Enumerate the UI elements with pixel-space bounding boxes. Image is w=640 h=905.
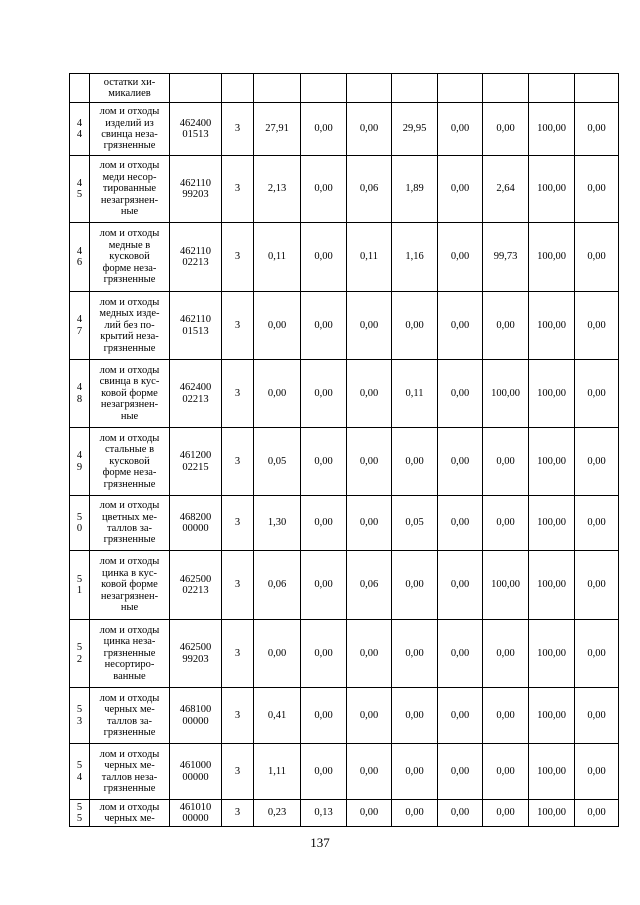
value-cell: 0,06 bbox=[347, 156, 392, 223]
waste-name-cell: лом и отходы изделий из свинца неза- грязненные bbox=[90, 103, 170, 156]
value-cell: 0,00 bbox=[575, 103, 619, 156]
waste-name-cell: остатки хи- микалиев bbox=[90, 74, 170, 103]
row-number-cell: 5 4 bbox=[70, 744, 90, 800]
value-cell: 100,00 bbox=[529, 223, 575, 292]
row-number-cell: 4 7 bbox=[70, 292, 90, 360]
waste-name-cell: лом и отходы черных ме- bbox=[90, 800, 170, 827]
value-cell: 0,00 bbox=[254, 360, 301, 428]
value-cell: 0,00 bbox=[575, 551, 619, 620]
value-cell: 0,00 bbox=[301, 292, 347, 360]
value-cell: 0,06 bbox=[347, 551, 392, 620]
value-cell: 1,11 bbox=[254, 744, 301, 800]
value-cell: 0,00 bbox=[347, 800, 392, 827]
value-cell: 0,00 bbox=[438, 428, 483, 496]
value-cell: 0,00 bbox=[483, 620, 529, 688]
waste-name-cell: лом и отходы черных ме- таллов неза- грязненные bbox=[90, 744, 170, 800]
value-cell: 1,30 bbox=[254, 496, 301, 551]
row-number-cell bbox=[70, 74, 90, 103]
table-row bbox=[70, 74, 619, 103]
value-cell: 0,00 bbox=[392, 428, 438, 496]
value-cell: 0,00 bbox=[575, 360, 619, 428]
value-cell: 0,00 bbox=[254, 292, 301, 360]
value-cell: 100,00 bbox=[529, 551, 575, 620]
fkko-code-cell: 462110 99203 bbox=[170, 156, 222, 223]
table-row bbox=[70, 551, 619, 620]
value-cell: 100,00 bbox=[529, 496, 575, 551]
row-number-cell: 5 1 bbox=[70, 551, 90, 620]
row-number-cell: 4 6 bbox=[70, 223, 90, 292]
value-cell: 0,00 bbox=[347, 496, 392, 551]
value-cell: 29,95 bbox=[392, 103, 438, 156]
value-cell: 0,00 bbox=[347, 620, 392, 688]
value-cell bbox=[438, 74, 483, 103]
value-cell: 0,00 bbox=[438, 156, 483, 223]
value-cell: 0,00 bbox=[483, 428, 529, 496]
fkko-code-cell: 462500 99203 bbox=[170, 620, 222, 688]
value-cell: 0,41 bbox=[254, 688, 301, 744]
value-cell: 0,00 bbox=[575, 223, 619, 292]
value-cell: 0,00 bbox=[438, 688, 483, 744]
table-row bbox=[70, 428, 619, 496]
value-cell: 100,00 bbox=[529, 292, 575, 360]
hazard-class-cell: 3 bbox=[222, 620, 254, 688]
row-number-cell: 4 8 bbox=[70, 360, 90, 428]
value-cell: 0,11 bbox=[347, 223, 392, 292]
table-row bbox=[70, 156, 619, 223]
value-cell: 0,13 bbox=[301, 800, 347, 827]
table-row bbox=[70, 292, 619, 360]
table-row bbox=[70, 620, 619, 688]
value-cell: 100,00 bbox=[529, 428, 575, 496]
value-cell: 0,00 bbox=[438, 496, 483, 551]
value-cell: 0,00 bbox=[392, 292, 438, 360]
value-cell: 0,00 bbox=[438, 103, 483, 156]
value-cell bbox=[301, 74, 347, 103]
value-cell: 100,00 bbox=[529, 800, 575, 827]
row-number-cell: 5 0 bbox=[70, 496, 90, 551]
waste-name-cell: лом и отходы цинка неза- грязненные несортиро- ванные bbox=[90, 620, 170, 688]
value-cell: 0,00 bbox=[575, 156, 619, 223]
value-cell: 0,00 bbox=[438, 223, 483, 292]
value-cell: 0,23 bbox=[254, 800, 301, 827]
value-cell: 0,00 bbox=[254, 620, 301, 688]
value-cell: 0,00 bbox=[483, 103, 529, 156]
value-cell: 0,00 bbox=[301, 688, 347, 744]
hazard-class-cell: 3 bbox=[222, 156, 254, 223]
table-row bbox=[70, 800, 619, 827]
value-cell: 100,00 bbox=[529, 360, 575, 428]
value-cell: 0,00 bbox=[575, 292, 619, 360]
value-cell: 0,00 bbox=[575, 688, 619, 744]
value-cell: 0,00 bbox=[347, 103, 392, 156]
value-cell: 0,00 bbox=[575, 428, 619, 496]
value-cell: 0,00 bbox=[483, 688, 529, 744]
hazard-class-cell: 3 bbox=[222, 688, 254, 744]
waste-name-cell: лом и отходы черных ме- таллов за- грязненные bbox=[90, 688, 170, 744]
row-number-cell: 5 2 bbox=[70, 620, 90, 688]
value-cell: 0,00 bbox=[438, 620, 483, 688]
table-row bbox=[70, 688, 619, 744]
value-cell: 0,00 bbox=[301, 360, 347, 428]
table-row bbox=[70, 496, 619, 551]
fkko-code-cell: 461200 02215 bbox=[170, 428, 222, 496]
value-cell: 27,91 bbox=[254, 103, 301, 156]
value-cell: 0,00 bbox=[438, 744, 483, 800]
fkko-code-cell: 461000 00000 bbox=[170, 744, 222, 800]
value-cell: 0,00 bbox=[347, 744, 392, 800]
value-cell: 0,00 bbox=[347, 360, 392, 428]
value-cell: 100,00 bbox=[529, 620, 575, 688]
value-cell: 0,00 bbox=[347, 688, 392, 744]
value-cell: 0,00 bbox=[438, 551, 483, 620]
value-cell: 0,00 bbox=[301, 744, 347, 800]
row-number-cell: 4 5 bbox=[70, 156, 90, 223]
value-cell: 1,89 bbox=[392, 156, 438, 223]
fkko-code-cell: 462400 01513 bbox=[170, 103, 222, 156]
hazard-class-cell: 3 bbox=[222, 428, 254, 496]
value-cell: 1,16 bbox=[392, 223, 438, 292]
waste-name-cell: лом и отходы меди несор- тированные незагрязнен- ные bbox=[90, 156, 170, 223]
fkko-code-cell: 462110 02213 bbox=[170, 223, 222, 292]
waste-name-cell: лом и отходы цинка в кус- ковой форме незагрязнен- ные bbox=[90, 551, 170, 620]
row-number-cell: 4 9 bbox=[70, 428, 90, 496]
value-cell: 0,00 bbox=[392, 688, 438, 744]
value-cell: 0,05 bbox=[392, 496, 438, 551]
waste-name-cell: лом и отходы медные в кусковой форме неза- грязненные bbox=[90, 223, 170, 292]
value-cell: 100,00 bbox=[529, 103, 575, 156]
value-cell: 0,00 bbox=[483, 496, 529, 551]
value-cell: 0,00 bbox=[347, 428, 392, 496]
value-cell: 0,00 bbox=[575, 800, 619, 827]
table-row bbox=[70, 744, 619, 800]
value-cell: 0,00 bbox=[392, 744, 438, 800]
value-cell: 0,11 bbox=[392, 360, 438, 428]
value-cell: 0,00 bbox=[575, 744, 619, 800]
table-row bbox=[70, 360, 619, 428]
value-cell: 0,00 bbox=[483, 744, 529, 800]
value-cell bbox=[254, 74, 301, 103]
value-cell: 0,00 bbox=[483, 292, 529, 360]
value-cell: 0,00 bbox=[301, 223, 347, 292]
fkko-code-cell: 462500 02213 bbox=[170, 551, 222, 620]
value-cell: 0,11 bbox=[254, 223, 301, 292]
table-row bbox=[70, 223, 619, 292]
fkko-code-cell bbox=[170, 74, 222, 103]
table-body bbox=[70, 74, 619, 827]
value-cell: 100,00 bbox=[483, 551, 529, 620]
fkko-code-cell: 461010 00000 bbox=[170, 800, 222, 827]
value-cell: 0,05 bbox=[254, 428, 301, 496]
hazard-class-cell: 3 bbox=[222, 551, 254, 620]
value-cell: 0,00 bbox=[347, 292, 392, 360]
waste-name-cell: лом и отходы медных изде- лий без по- крытий неза- грязненные bbox=[90, 292, 170, 360]
row-number-cell: 5 5 bbox=[70, 800, 90, 827]
value-cell: 100,00 bbox=[529, 688, 575, 744]
value-cell: 0,00 bbox=[392, 620, 438, 688]
row-number-cell: 4 4 bbox=[70, 103, 90, 156]
fkko-code-cell: 462110 01513 bbox=[170, 292, 222, 360]
hazard-class-cell: 3 bbox=[222, 360, 254, 428]
value-cell: 0,00 bbox=[301, 156, 347, 223]
value-cell: 0,00 bbox=[392, 551, 438, 620]
waste-table bbox=[69, 73, 619, 827]
waste-name-cell: лом и отходы стальные в кусковой форме неза- грязненные bbox=[90, 428, 170, 496]
value-cell: 0,00 bbox=[301, 551, 347, 620]
hazard-class-cell: 3 bbox=[222, 744, 254, 800]
hazard-class-cell: 3 bbox=[222, 223, 254, 292]
value-cell: 100,00 bbox=[483, 360, 529, 428]
table-row bbox=[70, 103, 619, 156]
value-cell: 100,00 bbox=[529, 744, 575, 800]
hazard-class-cell: 3 bbox=[222, 292, 254, 360]
waste-name-cell: лом и отходы свинца в кус- ковой форме незагрязнен- ные bbox=[90, 360, 170, 428]
value-cell: 0,06 bbox=[254, 551, 301, 620]
value-cell bbox=[529, 74, 575, 103]
value-cell: 2,13 bbox=[254, 156, 301, 223]
waste-name-cell: лом и отходы цветных ме- таллов за- грязненные bbox=[90, 496, 170, 551]
hazard-class-cell bbox=[222, 74, 254, 103]
value-cell: 0,00 bbox=[301, 428, 347, 496]
fkko-code-cell: 468100 00000 bbox=[170, 688, 222, 744]
value-cell bbox=[347, 74, 392, 103]
value-cell bbox=[392, 74, 438, 103]
value-cell: 99,73 bbox=[483, 223, 529, 292]
hazard-class-cell: 3 bbox=[222, 103, 254, 156]
row-number-cell: 5 3 bbox=[70, 688, 90, 744]
fkko-code-cell: 468200 00000 bbox=[170, 496, 222, 551]
value-cell bbox=[483, 74, 529, 103]
value-cell: 0,00 bbox=[301, 496, 347, 551]
value-cell: 0,00 bbox=[301, 103, 347, 156]
value-cell: 0,00 bbox=[301, 620, 347, 688]
value-cell: 0,00 bbox=[438, 360, 483, 428]
page-number: 137 bbox=[310, 835, 330, 850]
value-cell: 2,64 bbox=[483, 156, 529, 223]
value-cell: 0,00 bbox=[438, 800, 483, 827]
value-cell: 0,00 bbox=[575, 620, 619, 688]
value-cell bbox=[575, 74, 619, 103]
value-cell: 0,00 bbox=[392, 800, 438, 827]
value-cell: 0,00 bbox=[483, 800, 529, 827]
hazard-class-cell: 3 bbox=[222, 800, 254, 827]
value-cell: 0,00 bbox=[575, 496, 619, 551]
hazard-class-cell: 3 bbox=[222, 496, 254, 551]
value-cell: 100,00 bbox=[529, 156, 575, 223]
value-cell: 0,00 bbox=[438, 292, 483, 360]
fkko-code-cell: 462400 02213 bbox=[170, 360, 222, 428]
